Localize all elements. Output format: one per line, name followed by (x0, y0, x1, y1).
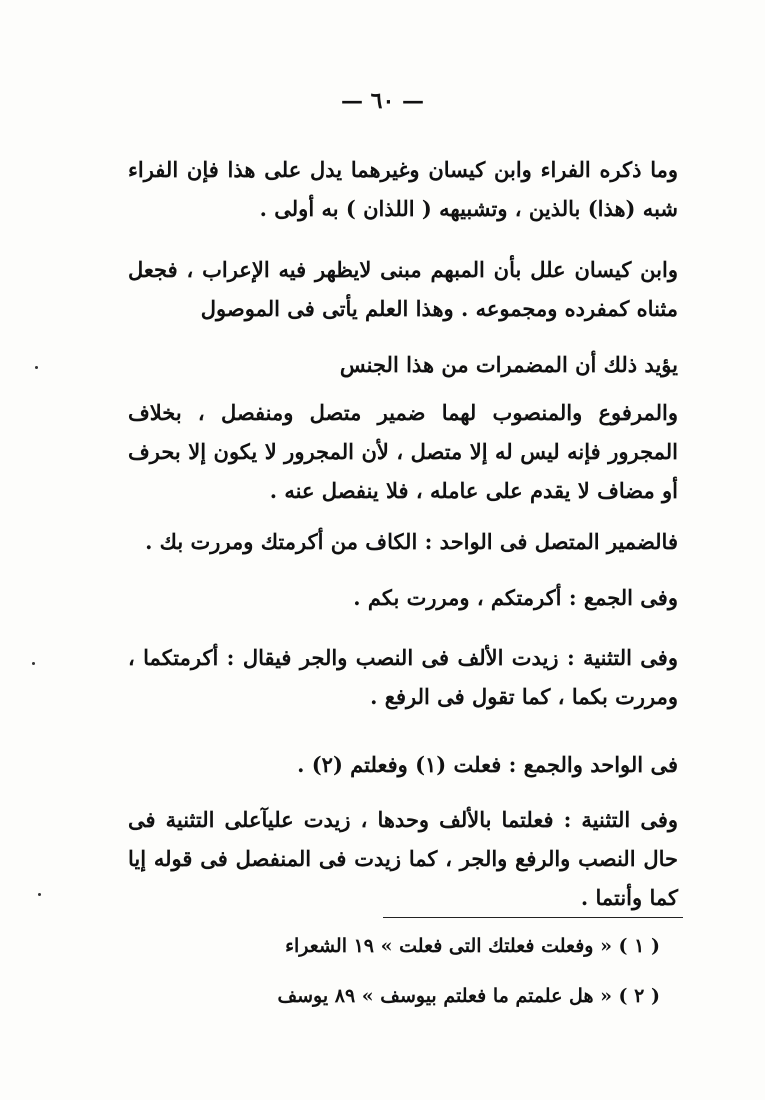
footnote-1: ( ١ ) « وفعلت فعلتك التى فعلت » ١٩ الشعراء (285, 935, 660, 957)
scan-speck (35, 366, 38, 369)
paragraph-4: والمرفوع والمنصوب لهما ضمير متصل ومنفصل ، بخلاف المجرور فإنه ليس له إلا متصل ، لأن المجرور لا يكون إلا بحرف أو مضاف لا يقدم على عامله ، فلا ينفصل عنه . (128, 400, 678, 503)
paragraph-6: وفى الجمع : أكرمتكم ، ومررت بكم . (353, 585, 678, 610)
paragraph-1: وما ذكره الفراء وابن كيسان وغيرهما يدل على هذا فإن الفراء شبه (هذا) بالذين ، وتشبيهه ( اللذان ) به أولى . (128, 157, 678, 221)
page-number: — ٦٠ — (341, 88, 424, 114)
paragraph-2: وابن كيسان علل بأن المبهم مبنى لايظهر فيه الإعراب ، فجعل مثناه كمفرده ومجموعه . وهذا العلم يأتى فى الموصول (128, 257, 678, 321)
footnote-separator (383, 917, 683, 918)
paragraph-9: وفى التثنية : فعلتما بالألف وحدها ، زيدت عليآعلى التثنية فى حال النصب والرفع والجر ، كما زيدت فى المنفصل فى قوله إيا كما وأنتما . (128, 807, 678, 910)
paragraph-8: فى الواحد والجمع : فعلت (١) وفعلتم (٢) . (297, 752, 678, 777)
scan-speck (32, 662, 35, 665)
paragraph-7: وفى التثنية : زيدت الألف فى النصب والجر فيقال : أكرمتكما ، ومررت بكما ، كما تقول فى الرفع . (128, 645, 678, 709)
paragraph-3: يؤيد ذلك أن المضمرات من هذا الجنس (339, 352, 678, 377)
scan-speck (38, 893, 41, 896)
footnote-2: ( ٢ ) « هل علمتم ما فعلتم بيوسف » ٨٩ يوسف (277, 985, 660, 1007)
paragraph-5: فالضمير المتصل فى الواحد : الكاف من أكرمتك ومررت بك . (145, 529, 678, 554)
